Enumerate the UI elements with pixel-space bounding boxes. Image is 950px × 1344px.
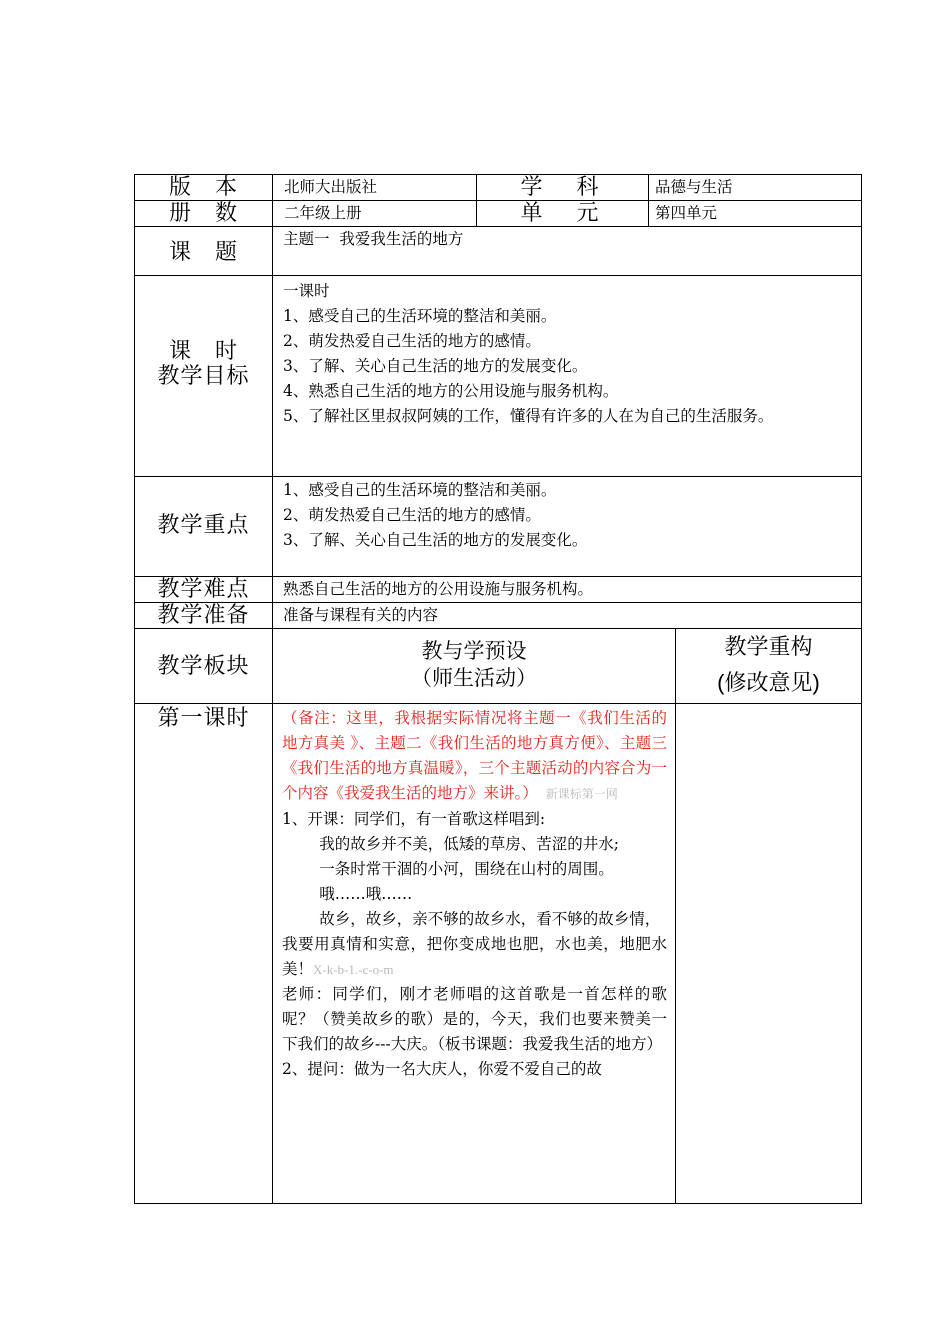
grid-line (861, 174, 862, 1204)
preparation-value: 准备与课程有关的内容 (283, 606, 439, 624)
revision-header-line1: 教学重构 (724, 634, 813, 659)
section-activity-header (273, 629, 675, 703)
lesson-paragraph: 一条时常干涸的小河，围绕在山村的周围。 (319, 860, 614, 878)
lesson-note-text: （备注：这里，我根据实际情况将主题一《我们生活的地方真美 》、主题二《我们生活的地方真方便》、主题三《我们生活的地方真温暖》，三个主题活动的内容合为一个内容《我爱我生活的地方》来讲。） (282, 709, 667, 802)
edition-value: 北师大出版社 (284, 178, 378, 196)
section-revision-header (676, 629, 861, 703)
topic-value: 主题一 我爱我生活的地方 (283, 230, 464, 248)
lesson-revision-cell (676, 704, 861, 1203)
objectives-item: 1、感受自己的生活环境的整洁和美丽。 (283, 307, 557, 325)
objectives-label-line2: 教学目标 (157, 364, 250, 389)
objectives-item: 2、萌发热爱自己生活的地方的感情。 (283, 332, 541, 350)
unit-value: 第四单元 (655, 204, 718, 222)
revision-header-line2: (修改意见) (717, 670, 820, 695)
objectives-label-line1: 课 时 (168, 339, 238, 364)
unit-label: 单 元 (520, 201, 605, 226)
objectives-item: 一课时 (283, 282, 330, 300)
volume-value: 二年级上册 (284, 204, 362, 222)
grid-line (134, 1203, 862, 1204)
activity-header-line1: 教与学预设 (421, 639, 527, 663)
watermark-text: 新课标第一网 (545, 787, 618, 801)
lesson-paragraph: 老师：同学们，刚才老师唱的这首歌是一首怎样的歌呢？（赞美故乡的歌）是的，今天，我们也要来赞美一下我们的故乡---大庆。（板书课题：我爱我生活的地方） (282, 985, 667, 1053)
edition-label: 版 本 (168, 175, 238, 200)
objectives-list (273, 276, 861, 476)
volume-label: 册 数 (168, 201, 238, 226)
key-points-label: 教学重点 (157, 513, 250, 538)
activity-header-line2: （师生活动） (411, 666, 537, 690)
key-point-item: 2、萌发热爱自己生活的地方的感情。 (283, 506, 541, 524)
lesson-content (273, 704, 675, 1203)
difficulty-label: 教学难点 (157, 577, 250, 602)
lesson-note (282, 706, 667, 807)
subject-value: 品德与生活 (655, 178, 733, 196)
lesson-paragraph: 1、开课：同学们，有一首歌这样唱到: (282, 810, 546, 828)
key-point-item: 3、了解、关心自己生活的地方的发展变化。 (283, 531, 588, 549)
preparation-label: 教学准备 (157, 603, 250, 628)
lesson-paragraph: 故乡，故乡，亲不够的故乡水，看不够的故乡情， (319, 910, 661, 928)
section-label: 教学板块 (157, 653, 250, 679)
lesson-paragraph (282, 932, 667, 982)
watermark-text: X-k-b-1.-c-o-m (313, 962, 394, 977)
lesson-paragraph: 2、提问：做为一名大庆人，你爱不爱自己的故 (282, 1060, 602, 1078)
key-points-list (273, 477, 861, 576)
difficulty-value: 熟悉自己生活的地方的公用设施与服务机构。 (283, 580, 594, 598)
objectives-item: 3、了解、关心自己生活的地方的发展变化。 (283, 357, 588, 375)
objectives-item: 4、熟悉自己生活的地方的公用设施与服务机构。 (283, 382, 619, 400)
key-point-item: 1、感受自己的生活环境的整洁和美丽。 (283, 481, 557, 499)
subject-label: 学 科 (520, 175, 605, 200)
lesson-paragraph: 哦……哦…… (319, 885, 413, 903)
lesson-paragraph: 我的故乡并不美，低矮的草房、苦涩的井水; (319, 835, 619, 853)
objectives-item: 5、了解社区里叔叔阿姨的工作，懂得有许多的人在为自己的生活服务。 (283, 407, 774, 425)
lesson-paragraph-text: 我要用真情和实意，把你变成地也肥，水也美，地肥水美！ (282, 935, 667, 978)
lesson-label: 第一课时 (157, 706, 250, 731)
objectives-label (135, 276, 272, 476)
topic-label: 课 题 (168, 239, 238, 265)
